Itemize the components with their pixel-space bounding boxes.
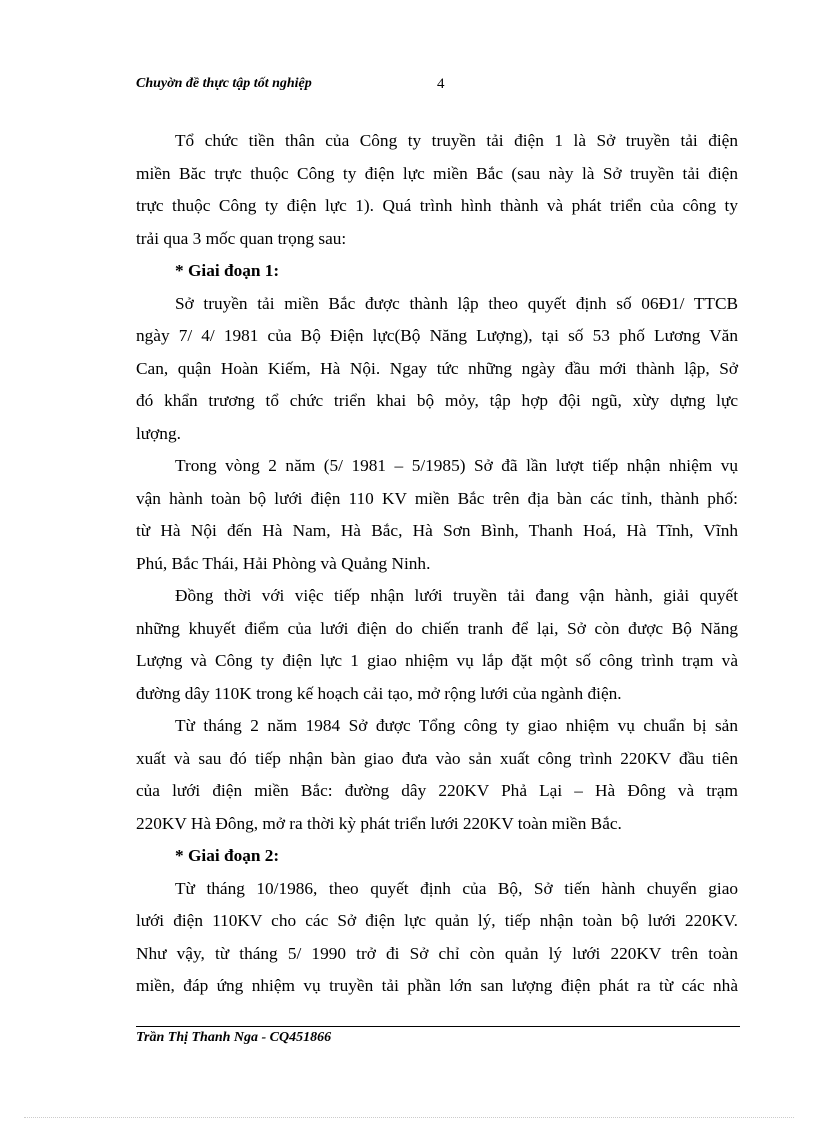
paragraph bbox=[136, 582, 738, 712]
text-line: đó khẩn trương tổ chức triển khai bộ mỏy, tập hợp đội ngũ, xừy dựng lực bbox=[136, 391, 738, 410]
text-line: xuất và sau đó tiếp nhận bàn giao đưa vào sản xuất công trình 220KV đầu tiên bbox=[136, 748, 738, 768]
text-line: những khuyết điểm của lưới điện do chiến tranh để lại, Sở còn được Bộ Năng bbox=[136, 618, 738, 638]
paragraph bbox=[136, 712, 738, 842]
text-line: vận hành toàn bộ lưới điện 110 KV miền Bắc trên địa bàn các tỉnh, thành phố: bbox=[136, 488, 738, 508]
text-line: Đồng thời với việc tiếp nhận lưới truyền tải đang vận hành, giải quyết bbox=[175, 586, 738, 605]
section-heading bbox=[136, 842, 738, 875]
text-line: Như vậy, từ tháng 5/ 1990 trở đi Sở chỉ còn quản lý lưới 220KV trên toàn bbox=[136, 943, 738, 963]
text-line: đường dây 110K trong kế hoạch cải tạo, mở rộng lưới của ngành điện. bbox=[136, 683, 622, 703]
text-line: Trong vòng 2 năm (5/ 1981 – 5/1985) Sở đã lần lượt tiếp nhận nhiệm vụ bbox=[175, 456, 738, 475]
paragraph bbox=[136, 875, 738, 1005]
text-line: từ Hà Nội đến Hà Nam, Hà Bắc, Hà Sơn Bình, Thanh Hoá, Hà Tĩnh, Vĩnh bbox=[136, 521, 738, 540]
text-line: Tổ chức tiền thân của Công ty truyền tải điện 1 là Sở truyền tải điện bbox=[175, 131, 738, 150]
paragraph bbox=[136, 127, 738, 257]
text-line: miền Băc trực thuộc Công ty điện lực miền Bắc (sau này là Sở truyền tải điện bbox=[136, 163, 738, 183]
text-line: của lưới điện miền Bắc: đường dây 220KV Phả Lại – Hà Đông và trạm bbox=[136, 781, 738, 800]
text-line: ngày 7/ 4/ 1981 của Bộ Điện lực(Bộ Năng Lượng), tại số 53 phố Lương Văn bbox=[136, 326, 738, 345]
text-line: Lượng và Công ty điện lực 1 giao nhiệm vụ lắp đặt một số công trình trạm và bbox=[136, 651, 738, 670]
text-line: Từ tháng 10/1986, theo quyết định của Bộ, Sở tiến hành chuyển giao bbox=[175, 878, 738, 898]
text-line: lượng. bbox=[136, 423, 181, 443]
text-line: miền, đáp ứng nhiệm vụ truyền tải phần lớn san lượng điện phát ra từ các nhà bbox=[136, 976, 738, 995]
text-line: 220KV Hà Đông, mở ra thời kỳ phát triển lưới 220KV toàn miền Bắc. bbox=[136, 813, 622, 833]
section-heading bbox=[136, 257, 738, 290]
page-edge-guide bbox=[24, 1117, 794, 1118]
footer-author: Trần Thị Thanh Nga - CQ451866 bbox=[136, 1030, 332, 1045]
paragraph bbox=[136, 290, 738, 453]
paragraph bbox=[136, 452, 738, 582]
footer-divider bbox=[136, 1026, 740, 1027]
page-number: 4 bbox=[437, 76, 445, 92]
text-line: * Giai đoạn 2: bbox=[175, 846, 280, 865]
text-line: Phú, Bắc Thái, Hải Phòng và Quảng Ninh. bbox=[136, 553, 431, 573]
document-body bbox=[136, 127, 738, 1005]
text-line: Sở truyền tải miền Bắc được thành lập theo quyết định số 06Đ1/ TTCB bbox=[175, 293, 738, 313]
text-line: lưới điện 110KV cho các Sở điện lực quản lý, tiếp nhận toàn bộ lưới 220KV. bbox=[136, 911, 738, 930]
text-line: Từ tháng 2 năm 1984 Sở được Tổng công ty giao nhiệm vụ chuẩn bị sản bbox=[175, 716, 738, 735]
running-header-title: Chuyờn đề thực tập tốt nghiệp bbox=[136, 76, 312, 91]
text-line: trực thuộc Công ty điện lực 1). Quá trình hình thành và phát triển của công ty bbox=[136, 196, 738, 215]
text-line: * Giai đoạn 1: bbox=[175, 261, 280, 280]
text-line: trải qua 3 mốc quan trọng sau: bbox=[136, 228, 347, 248]
text-line: Can, quận Hoàn Kiếm, Hà Nội. Ngay tức những ngày đầu mới thành lập, Sở bbox=[136, 358, 738, 378]
